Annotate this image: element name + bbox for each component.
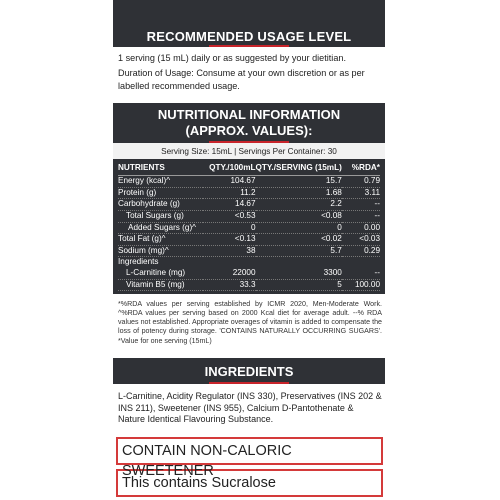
rda-value: 0.00 [342,222,380,234]
qty-per-100ml: 104.67 [203,176,255,188]
rda-value: 0.29 [342,245,380,257]
qty-per-100ml [203,257,255,268]
qty-per-100ml: 0 [203,222,255,234]
qty-per-serving: 1.68 [256,187,342,199]
table-row [118,199,380,211]
column-header: %RDA* [342,162,380,176]
nutrient-name: Energy (kcal)^ [118,176,203,188]
rda-value: <0.03 [342,234,380,246]
nutrition-heading-1: NUTRITIONAL INFORMATION [157,107,341,123]
nutrient-name: Vitamin B5 (mg) [118,279,203,291]
usage-line-1: 1 serving (15 mL) daily or as suggested by your dietitian. [118,53,346,63]
ingredients-list [113,384,385,431]
usage-text [113,47,385,92]
qty-per-100ml: 11.2 [203,187,255,199]
footnote-text: *%RDA values per serving established by ICMR 2020, Men-Moderate Work. ^%RDA values per serving based on 2000 Kcal diet for average adult. --% RDA values not established. Appropriate overages of vitamin is added to compensate the loss of potency during storage. 'CONTAINS NATURALLY OCCURRING SUGARS'. *Value for one serving (15mL) [118,300,382,345]
qty-per-serving: 5 [256,279,342,291]
serving-info: Serving Size: 15mL | Servings Per Container: 30 [113,143,385,159]
table-row [118,245,380,257]
table-row [118,268,380,279]
qty-per-serving: 0 [256,222,342,234]
sweetener-notice: CONTAIN NON-CALORIC SWEETENER [116,437,383,465]
product-label [113,0,385,500]
nutrient-name: Added Sugars (g)^ [118,222,203,234]
sucralose-notice: This contains Sucralose [116,469,383,497]
rda-value: -- [342,199,380,211]
qty-per-serving: <0.02 [256,234,342,246]
ingredients-text: L-Carnitine, Acidity Regulator (INS 330), Preservatives (INS 202 & INS 211), Sweetener (INS 955), Calcium D-Pantothenate & Nature Identical Flavouring Substance. [118,391,382,425]
nutrition-heading-2: (APPROX. VALUES): [185,123,313,139]
table-row [118,176,380,188]
qty-per-serving: 3300 [256,268,342,279]
table-row [118,187,380,199]
rda-value: 100.00 [342,279,380,291]
usage-heading: RECOMMENDED USAGE LEVEL [146,29,352,44]
nutrient-name: Carbohydrate (g) [118,199,203,211]
nutrient-name: L-Carnitine (mg) [118,268,203,279]
qty-per-100ml: <0.53 [203,211,255,223]
nutrition-footnote [113,294,385,351]
accent-line [209,141,289,143]
nutrient-name: Protein (g) [118,187,203,199]
nutrient-name: Total Fat (g)^ [118,234,203,246]
ingredients-heading: INGREDIENTS [204,364,294,380]
column-header: QTY./SERVING (15mL) [256,162,342,176]
usage-line-2: Duration of Usage: Consume at your own discretion or as per labelled recommended usage. [118,68,365,91]
qty-per-serving: 15.7 [256,176,342,188]
rda-value: 0.79 [342,176,380,188]
qty-per-serving: <0.08 [256,211,342,223]
rda-value: -- [342,268,380,279]
table-row [118,211,380,223]
column-header: QTY./100mL [203,162,255,176]
qty-per-100ml: <0.13 [203,234,255,246]
nutrient-name: Ingredients [118,257,159,267]
table-header-row [118,162,380,176]
ingredients-header [113,358,385,384]
qty-per-serving: 5.7 [256,245,342,257]
table-row [118,257,380,268]
rda-value: -- [342,211,380,223]
nutrition-header [113,103,385,143]
qty-per-serving: 2.2 [256,199,342,211]
nutrient-name: Total Sugars (g) [118,211,203,223]
qty-per-100ml: 14.67 [203,199,255,211]
usage-header [113,0,385,47]
table-row [118,222,380,234]
qty-per-serving [256,257,342,268]
qty-per-100ml: 33.3 [203,279,255,291]
nutrient-name: Sodium (mg)^ [118,245,203,257]
qty-per-100ml: 38 [203,245,255,257]
table-row [118,234,380,246]
accent-line [209,382,289,384]
qty-per-100ml: 22000 [203,268,255,279]
nutrition-table [113,159,385,294]
table-row [118,279,380,291]
rda-value: 3.11 [342,187,380,199]
rda-value [342,257,380,268]
accent-line [209,45,289,47]
column-header: NUTRIENTS [118,162,203,176]
